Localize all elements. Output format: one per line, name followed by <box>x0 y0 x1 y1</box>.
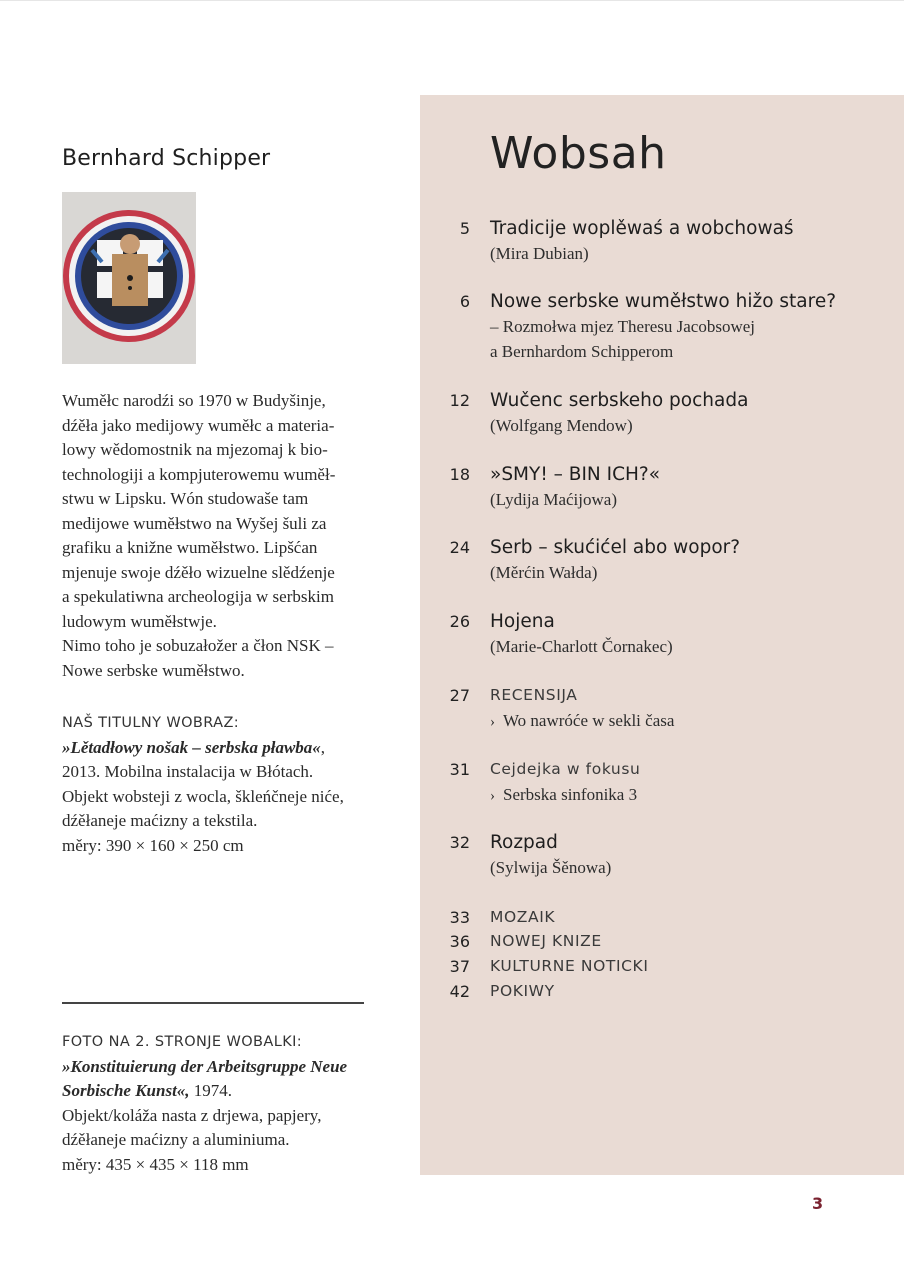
bio-line: technologiji a kompjuterowemu wuměł- <box>62 464 336 484</box>
back-caption-label: FOTO NA 2. STRONJE WOBALKI: <box>62 1034 303 1050</box>
cover-caption-label: NAŠ TITULNY WOBRAZ: <box>62 715 240 731</box>
bio-line: mjenuje swoje dźěło wizuelne slědźenje <box>62 562 335 582</box>
cover-caption-line: měry: 390 × 160 × 250 cm <box>62 835 244 855</box>
toc-entry-author: (Lydija Maćijowa) <box>490 490 617 509</box>
toc-entry-subtitle: a Bernhardom Schipperom <box>490 342 674 361</box>
artist-photo <box>62 192 196 364</box>
toc-entry-author: (Mira Dubian) <box>490 244 589 263</box>
back-caption-line: dźěłaneje maćizny a aluminiuma. <box>62 1130 290 1149</box>
back-caption-year: 1974. <box>189 1081 233 1100</box>
toc-entry-subtitle: – Rozmołwa mjez Theresu Jacobsowej <box>490 317 756 336</box>
toc-entry-subtitle: Wo nawróće w sekli časa <box>503 711 675 730</box>
cover-caption-comma: , <box>320 737 326 757</box>
toc-entry-title: MOZAIK <box>490 908 556 926</box>
toc-page-number: 26 <box>449 612 470 631</box>
back-caption-title-line2 <box>62 1079 372 1104</box>
toc-page-number: 24 <box>449 538 470 557</box>
page-number: 3 <box>812 1194 824 1213</box>
toc-entry-title: Rozpad <box>490 832 558 853</box>
toc-entry-subtitle-line <box>490 708 880 735</box>
toc-page-number: 37 <box>449 957 470 976</box>
cover-caption-title-line <box>62 736 372 761</box>
chevron-right-icon: › <box>490 714 495 730</box>
back-caption-line: Objekt/koláža nasta z drjewa, papjery, <box>62 1105 322 1125</box>
back-caption-title-end: Sorbische Kunst«, <box>62 1081 190 1100</box>
toc-entry-title: KULTURNE NOTICKI <box>490 957 649 975</box>
toc-entry-author: (Marie-Charlott Čornakec) <box>490 637 673 656</box>
toc-entry-title: Wučenc serbskeho pochada <box>490 390 749 411</box>
toc-entry-title: Hojena <box>490 611 555 632</box>
back-caption <box>62 1030 372 1177</box>
toc-page-number: 32 <box>449 833 470 852</box>
bio-line: lowy wědomostnik na mjezomaj k bio- <box>62 440 328 459</box>
toc-entry-title: POKIWY <box>490 982 555 1000</box>
bio-line: a spekulatiwna archeologija w serbskim <box>62 587 334 606</box>
toc-title: Wobsah <box>490 128 667 179</box>
artist-bio <box>62 389 362 683</box>
cover-caption-line: dźěłaneje maćizny a tekstila. <box>62 811 258 830</box>
toc-entry-author: (Wolfgang Mendow) <box>490 416 633 435</box>
bio-line: grafiku a knižne wuměłstwo. Lipšćan <box>62 538 318 557</box>
bio-line: Nimo toho je sobuzałožer a čłon NSK – <box>62 636 334 655</box>
cover-caption <box>62 711 372 858</box>
toc-page-number: 33 <box>449 908 470 927</box>
toc-page-number: 36 <box>449 932 470 951</box>
toc-page-number: 12 <box>449 391 470 410</box>
bio-line: Nowe serbske wuměłstwo. <box>62 660 245 680</box>
artist-name: Bernhard Schipper <box>62 146 271 171</box>
back-caption-line: měry: 435 × 435 × 118 mm <box>62 1154 249 1174</box>
toc-page-number: 6 <box>459 292 470 311</box>
cover-caption-line: Objekt wobsteji z wocla, škleńčneje niće, <box>62 786 344 806</box>
back-caption-title: »Konstituierung der Arbeitsgruppe Neue <box>62 1056 348 1076</box>
chevron-right-icon: › <box>490 788 495 804</box>
toc-page-number: 42 <box>449 982 470 1001</box>
bio-line: dźěła jako medijowy wuměłc a materia- <box>62 415 335 435</box>
toc-page-number: 27 <box>449 686 470 705</box>
toc-entry-title: Tradicije woplěwaś a wobchowaś <box>490 218 794 239</box>
bio-line: Wuměłc narodźi so 1970 w Budyšinje, <box>62 391 326 410</box>
bio-line: ludowym wuměłstwje. <box>62 611 217 631</box>
toc-entry-author: (Sylwija Šěnowa) <box>490 858 612 877</box>
bio-line: stwu w Lipsku. Wón studowaše tam <box>62 489 309 508</box>
toc-entry-title: NOWEJ KNIZE <box>490 932 602 950</box>
toc-entry-title: Cejdejka w fokusu <box>490 760 641 778</box>
toc-entry-title: RECENSIJA <box>490 686 578 704</box>
toc-entry-subtitle: Serbska sinfonika 3 <box>503 785 638 804</box>
caption-divider <box>62 1002 364 1004</box>
bio-line: medijowe wuměłstwo na Wyšej šuli za <box>62 513 327 533</box>
toc-page-number: 5 <box>459 219 470 238</box>
toc-entry-title: Serb – skućićel abo wopor? <box>490 537 741 558</box>
cover-caption-line: 2013. Mobilna instalacija w Błótach. <box>62 762 314 781</box>
toc-page-number: 18 <box>449 465 470 484</box>
toc-entry-subtitle-line <box>490 782 880 809</box>
top-rule <box>0 0 904 1</box>
cover-caption-title: »Lětadłowy nošak – serbska pławba« <box>62 737 321 757</box>
toc-page-number: 31 <box>449 760 470 779</box>
toc-entry-title: Nowe serbske wuměłstwo hižo stare? <box>490 291 837 312</box>
toc-entry-author: (Měrćin Wałda) <box>490 563 598 582</box>
toc-entry-title: »SMY! – BIN ICH?« <box>490 464 661 485</box>
